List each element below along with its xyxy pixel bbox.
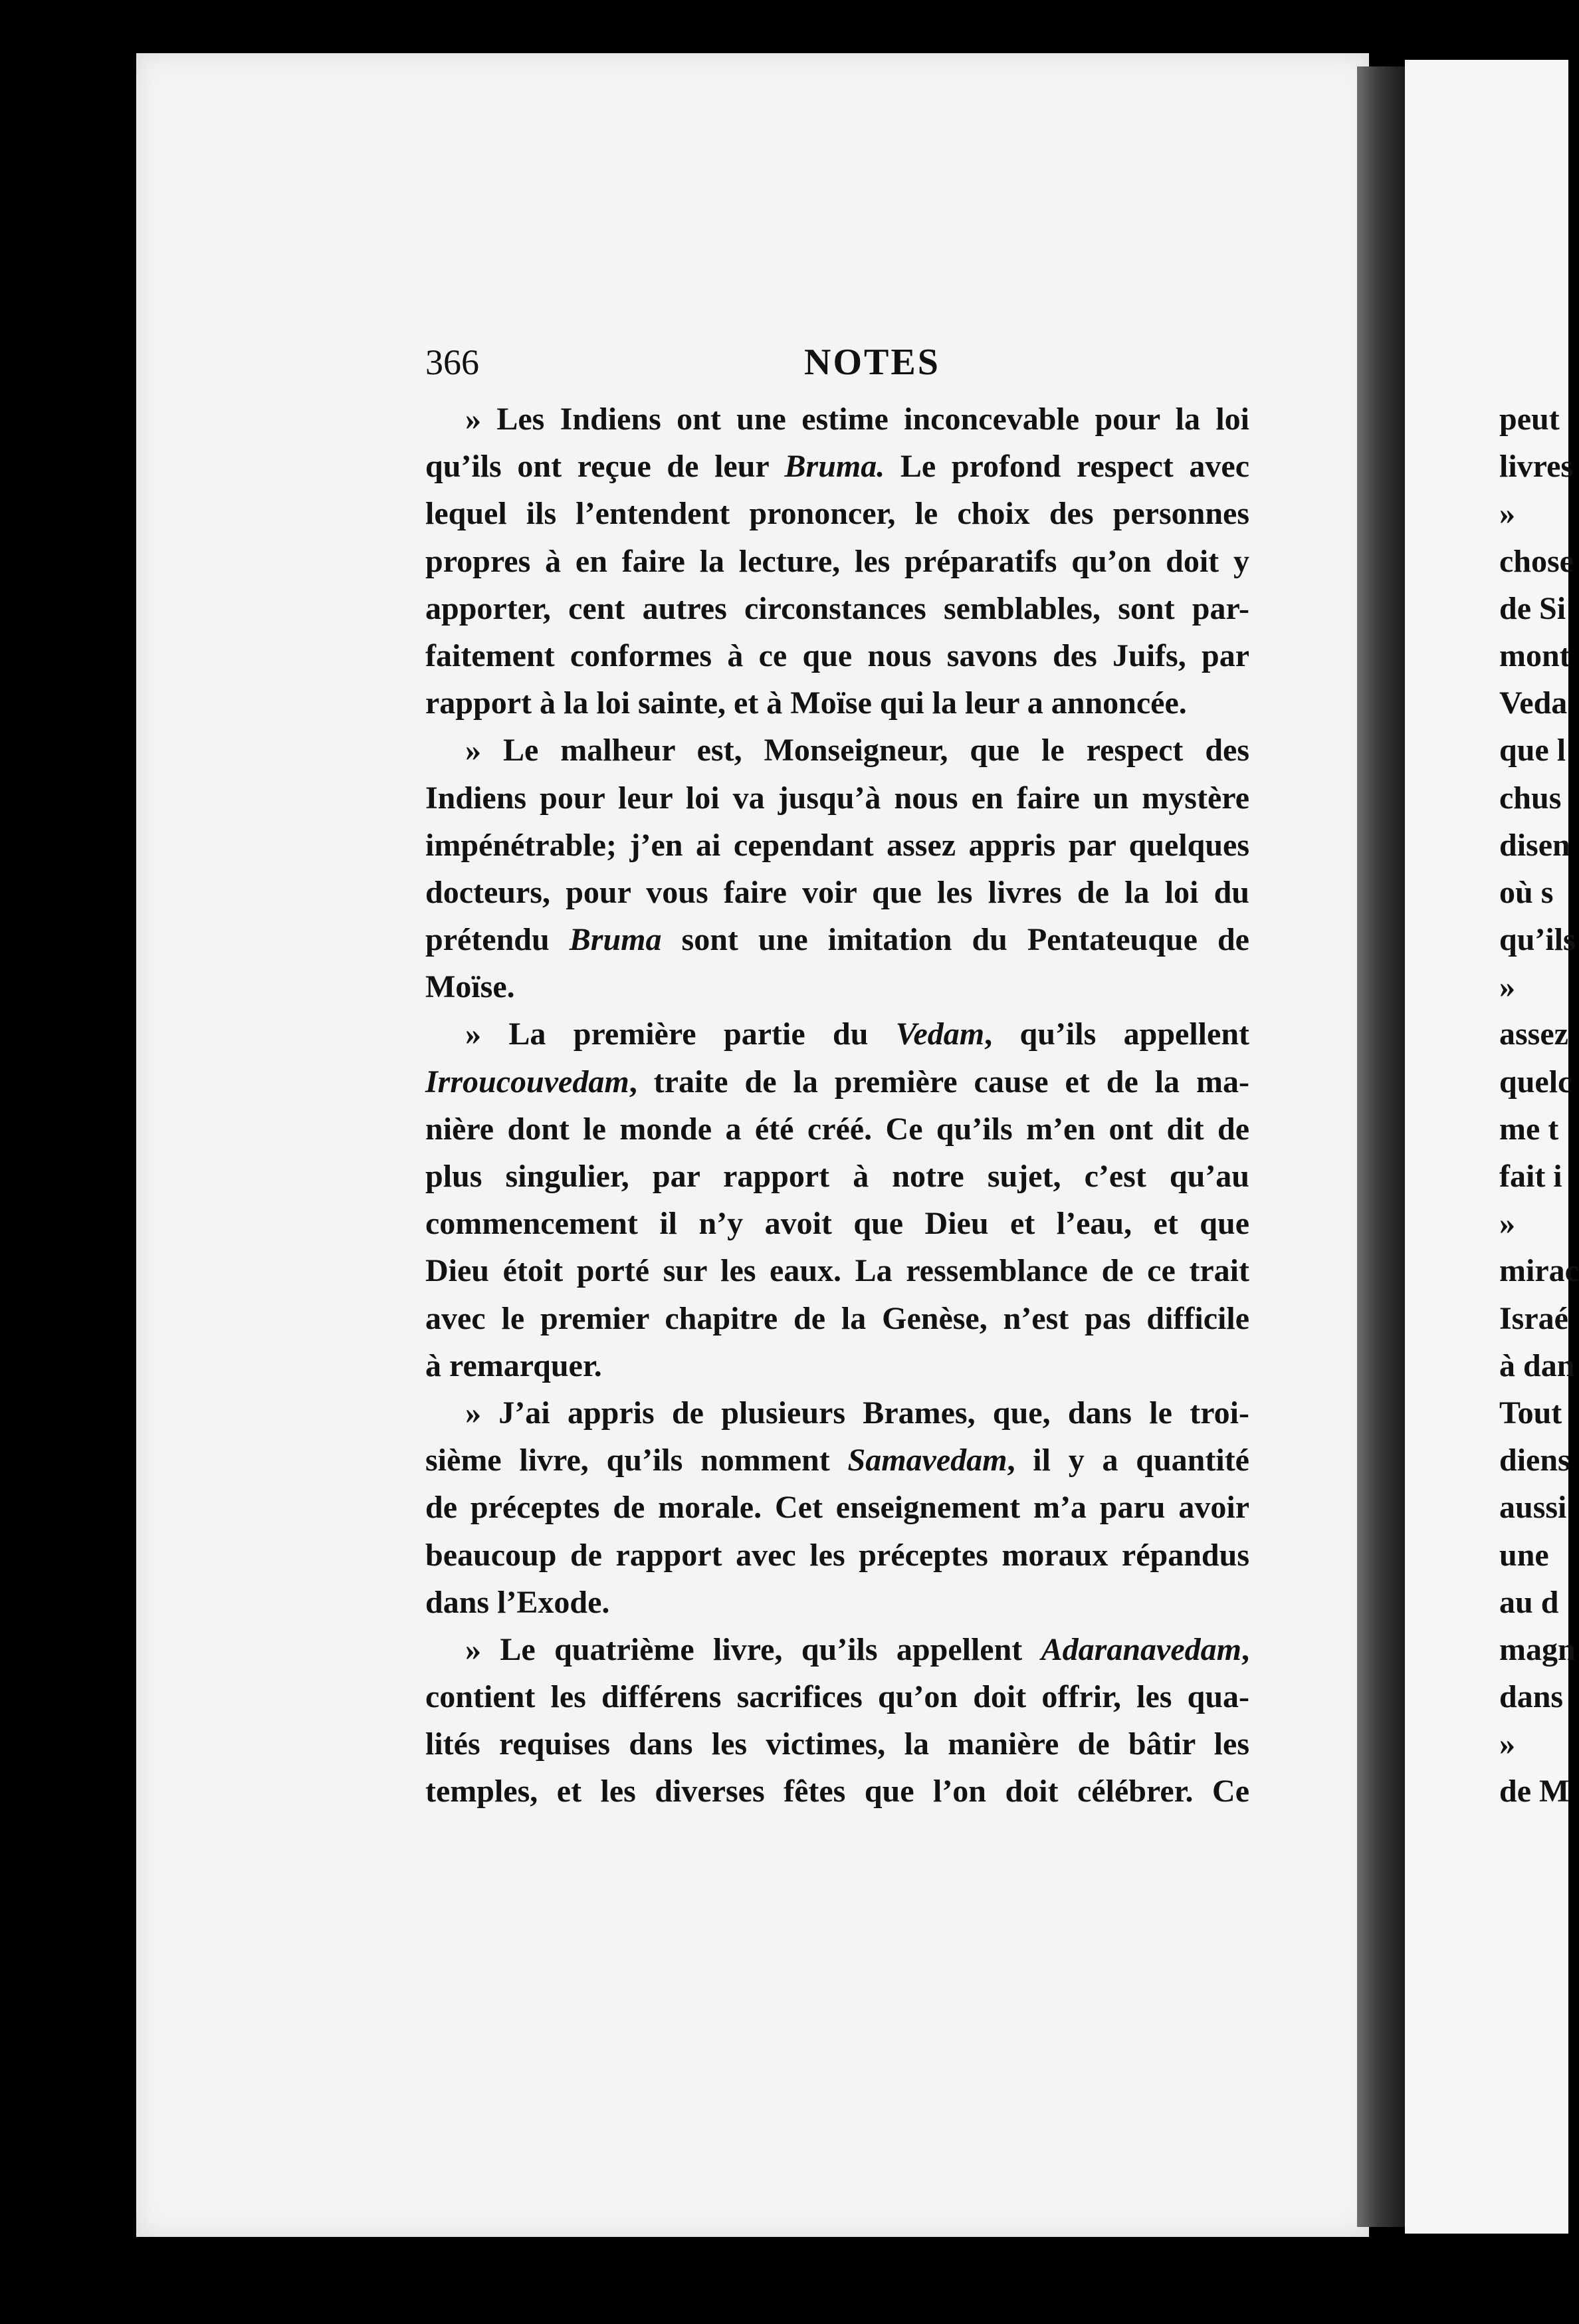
facing-page-fragment: » xyxy=(1499,969,1515,1005)
text-line xyxy=(425,1247,1249,1294)
facing-page-fragment: » xyxy=(1499,1206,1515,1242)
italic-term: Samavedam xyxy=(847,1443,1007,1478)
text-segment: Indiens pour leur loi va jusqu’à nous en faire un mystère xyxy=(425,780,1249,816)
text-line xyxy=(425,1153,1249,1200)
text-segment: , xyxy=(1241,1631,1249,1667)
facing-page-text xyxy=(1499,396,1579,1815)
text-segment: nière dont le monde a été créé. Ce qu’ils m’en ont dit de xyxy=(425,1111,1249,1147)
facing-page-fragment: diens xyxy=(1499,1443,1570,1478)
facing-page-fragment: Veda xyxy=(1499,685,1568,721)
facing-page-fragment: dans xyxy=(1499,1679,1564,1715)
facing-page-fragment: magn xyxy=(1499,1631,1576,1667)
text-segment: prétendu xyxy=(425,922,570,958)
text-segment: , qu’ils appellent xyxy=(984,1016,1249,1052)
italic-term: Bruma. xyxy=(784,449,885,485)
facing-page-fragment: chose xyxy=(1499,543,1574,579)
italic-term: Vedam xyxy=(895,1016,985,1052)
facing-page-fragment: me t xyxy=(1499,1111,1559,1147)
text-line xyxy=(425,1058,1249,1105)
text-line xyxy=(425,774,1249,822)
text-line xyxy=(425,443,1249,490)
text-line xyxy=(425,585,1249,632)
facing-page-fragment: Israé xyxy=(1499,1300,1568,1336)
text-line xyxy=(425,632,1249,679)
text-segment: à remarquer. xyxy=(425,1347,602,1383)
text-line xyxy=(425,1768,1249,1815)
text-segment: avec le premier chapitre de la Genèse, n’est pas difficile xyxy=(425,1300,1249,1336)
text-segment: qu’ils ont reçue de leur xyxy=(425,449,785,485)
text-segment: sième livre, qu’ils nomment xyxy=(425,1443,848,1478)
book-gutter xyxy=(1357,66,1405,2227)
text-segment: » Le quatrième livre, qu’ils appellent xyxy=(465,1631,1041,1667)
facing-page-fragment: assez xyxy=(1499,1016,1568,1052)
facing-page-fragment: que l xyxy=(1499,733,1566,768)
facing-page-fragment: mirac xyxy=(1499,1253,1579,1289)
text-segment: commencement il n’y avoit que Dieu et l’eau, et que xyxy=(425,1206,1249,1242)
text-line xyxy=(425,822,1249,869)
text-line xyxy=(425,1720,1249,1768)
facing-page-fragment: une xyxy=(1499,1537,1549,1573)
text-segment: » Les Indiens ont une estime inconcevable pour la loi xyxy=(465,402,1249,437)
facing-page-fragment: » xyxy=(1499,1726,1515,1762)
text-line xyxy=(425,679,1249,727)
text-segment: de préceptes de morale. Cet enseignement m’a paru avoir xyxy=(425,1490,1249,1526)
facing-page-fragment: qu’ils xyxy=(1499,922,1576,958)
text-line xyxy=(425,1389,1249,1437)
text-segment: dans l’Exode. xyxy=(425,1584,610,1620)
text-segment: temples, et les diverses fêtes que l’on doit célébrer. Ce xyxy=(425,1774,1249,1809)
facing-page-fragment: où s xyxy=(1499,874,1554,910)
body-text xyxy=(425,396,1249,1815)
facing-page-fragment: à dan xyxy=(1499,1347,1575,1383)
text-segment: plus singulier, par rapport à notre sujet, c’est qu’au xyxy=(425,1159,1249,1194)
text-segment: faitement conformes à ce que nous savons des Juifs, par xyxy=(425,638,1249,673)
facing-page-fragment: de M xyxy=(1499,1774,1570,1809)
facing-page-fragment: livres xyxy=(1499,449,1574,485)
text-line xyxy=(425,538,1249,585)
text-line xyxy=(425,869,1249,916)
text-segment: lequel ils l’entendent prononcer, le choix des personnes xyxy=(425,496,1249,532)
text-line xyxy=(425,396,1249,443)
facing-page-fragment: quelc xyxy=(1499,1064,1572,1100)
text-segment: beaucoup de rapport avec les préceptes moraux répandus xyxy=(425,1537,1249,1573)
text-segment: Dieu étoit porté sur les eaux. La ressemblance de ce trait xyxy=(425,1253,1249,1289)
text-segment: » Le malheur est, Monseigneur, que le respect des xyxy=(465,733,1249,768)
running-title: NOTES xyxy=(804,342,940,383)
text-line xyxy=(425,1342,1249,1389)
text-segment: , il y a quantité xyxy=(1007,1443,1249,1478)
text-line xyxy=(425,1532,1249,1579)
text-segment: Moïse. xyxy=(425,969,515,1005)
text-line xyxy=(425,916,1249,963)
facing-page-fragment: Tout xyxy=(1499,1395,1562,1431)
facing-page-fragment: peut xyxy=(1499,402,1560,437)
text-line xyxy=(425,1105,1249,1153)
text-line xyxy=(425,490,1249,537)
page-number: 366 xyxy=(425,342,479,382)
text-segment: lités requises dans les victimes, la manière de bâtir les xyxy=(425,1726,1249,1762)
facing-page-fragment: aussi xyxy=(1499,1490,1567,1526)
text-line xyxy=(425,1673,1249,1720)
text-segment: impénétrable; j’en ai cependant assez appris par quelques xyxy=(425,827,1249,863)
facing-page-fragment: de Si xyxy=(1499,590,1566,626)
text-line xyxy=(425,1200,1249,1247)
text-segment: , traite de la première cause et de la ma- xyxy=(629,1064,1249,1100)
italic-term: Bruma xyxy=(569,922,662,958)
facing-page-fragment: mont xyxy=(1499,638,1570,673)
text-segment: Le profond respect avec xyxy=(885,449,1249,485)
italic-term: Adaranavedam xyxy=(1041,1631,1241,1667)
facing-page-fragment: chus xyxy=(1499,780,1562,816)
text-line xyxy=(425,1484,1249,1531)
facing-page-fragment: au d xyxy=(1499,1584,1559,1620)
text-line xyxy=(425,1579,1249,1626)
text-segment: propres à en faire la lecture, les préparatifs qu’on doit y xyxy=(425,543,1249,579)
text-line xyxy=(425,1010,1249,1058)
facing-page-fragment: fait i xyxy=(1499,1159,1562,1194)
text-segment: docteurs, pour vous faire voir que les livres de la loi du xyxy=(425,874,1249,910)
facing-page-fragment: disen xyxy=(1499,827,1570,863)
text-line xyxy=(425,1626,1249,1673)
text-line xyxy=(425,963,1249,1010)
text-segment: sont une imitation du Pentateuque de xyxy=(661,922,1249,958)
text-line xyxy=(425,1437,1249,1484)
text-line xyxy=(425,1295,1249,1342)
facing-page-fragment: » xyxy=(1499,496,1515,532)
text-segment: apporter, cent autres circonstances semblables, sont par- xyxy=(425,590,1249,626)
text-segment: rapport à la loi sainte, et à Moïse qui la leur a annoncée. xyxy=(425,685,1187,721)
text-segment: » J’ai appris de plusieurs Brames, que, dans le troi- xyxy=(465,1395,1249,1431)
italic-term: Irroucouvedam xyxy=(425,1064,629,1100)
text-segment: » La première partie du xyxy=(465,1016,896,1052)
text-segment: contient les différens sacrifices qu’on doit offrir, les qua- xyxy=(425,1679,1249,1715)
text-line xyxy=(425,727,1249,774)
running-head xyxy=(425,336,1249,389)
